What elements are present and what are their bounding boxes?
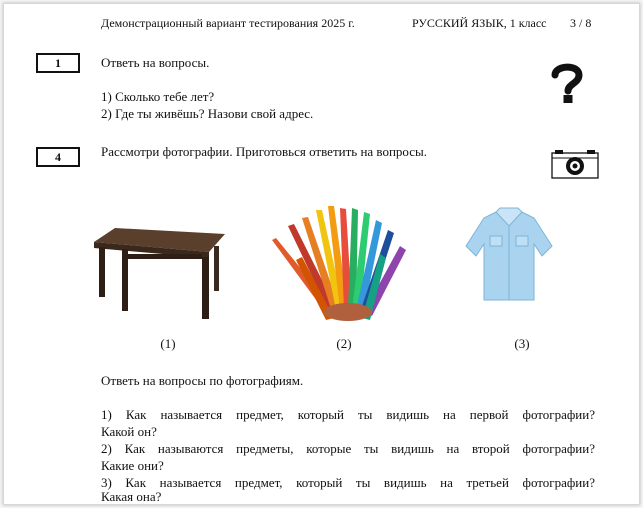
task-number-4: 4 [36, 147, 80, 167]
task4-question-3-followup: Какая она? [101, 489, 162, 504]
shirt-photo [464, 204, 554, 304]
task4-instruction: Ответь на вопросы по фотографиям. [101, 373, 304, 388]
camera-icon [551, 149, 599, 179]
task4-title: Рассмотри фотографии. Приготовься ответить на вопросы. [101, 144, 428, 159]
task4-question-1-followup: Какой он? [101, 424, 157, 439]
header-subject: РУССКИЙ ЯЗЫК, 1 класс [412, 16, 547, 30]
header-title: Демонстрационный вариант тестирования 2025 г. [101, 16, 355, 30]
colored-pencils-photo [266, 202, 416, 324]
photo-caption-1: (1) [160, 336, 176, 351]
task4-question-2-followup: Какие они? [101, 458, 164, 473]
task4-question-1: 1) Как называется предмет, который ты видишь на первой фотографии? [101, 407, 595, 422]
question-mark-icon [549, 62, 585, 106]
page [3, 3, 640, 505]
photo-caption-3: (3) [514, 336, 530, 351]
task1-title: Ответь на вопросы. [101, 55, 210, 70]
task1-question-1: 1) Сколько тебе лет? [101, 89, 215, 104]
table-photo [89, 224, 229, 324]
task4-question-2: 2) Как называются предметы, которые ты видишь на второй фотографии? [101, 441, 595, 456]
task-number-1: 1 [36, 53, 80, 73]
header-page-number: 3 / 8 [570, 16, 592, 30]
task4-question-3: 3) Как называется предмет, который ты видишь на третьей фотографии? [101, 475, 595, 490]
photo-caption-2: (2) [336, 336, 352, 351]
task1-question-2: 2) Где ты живёшь? Назови свой адрес. [101, 106, 314, 121]
